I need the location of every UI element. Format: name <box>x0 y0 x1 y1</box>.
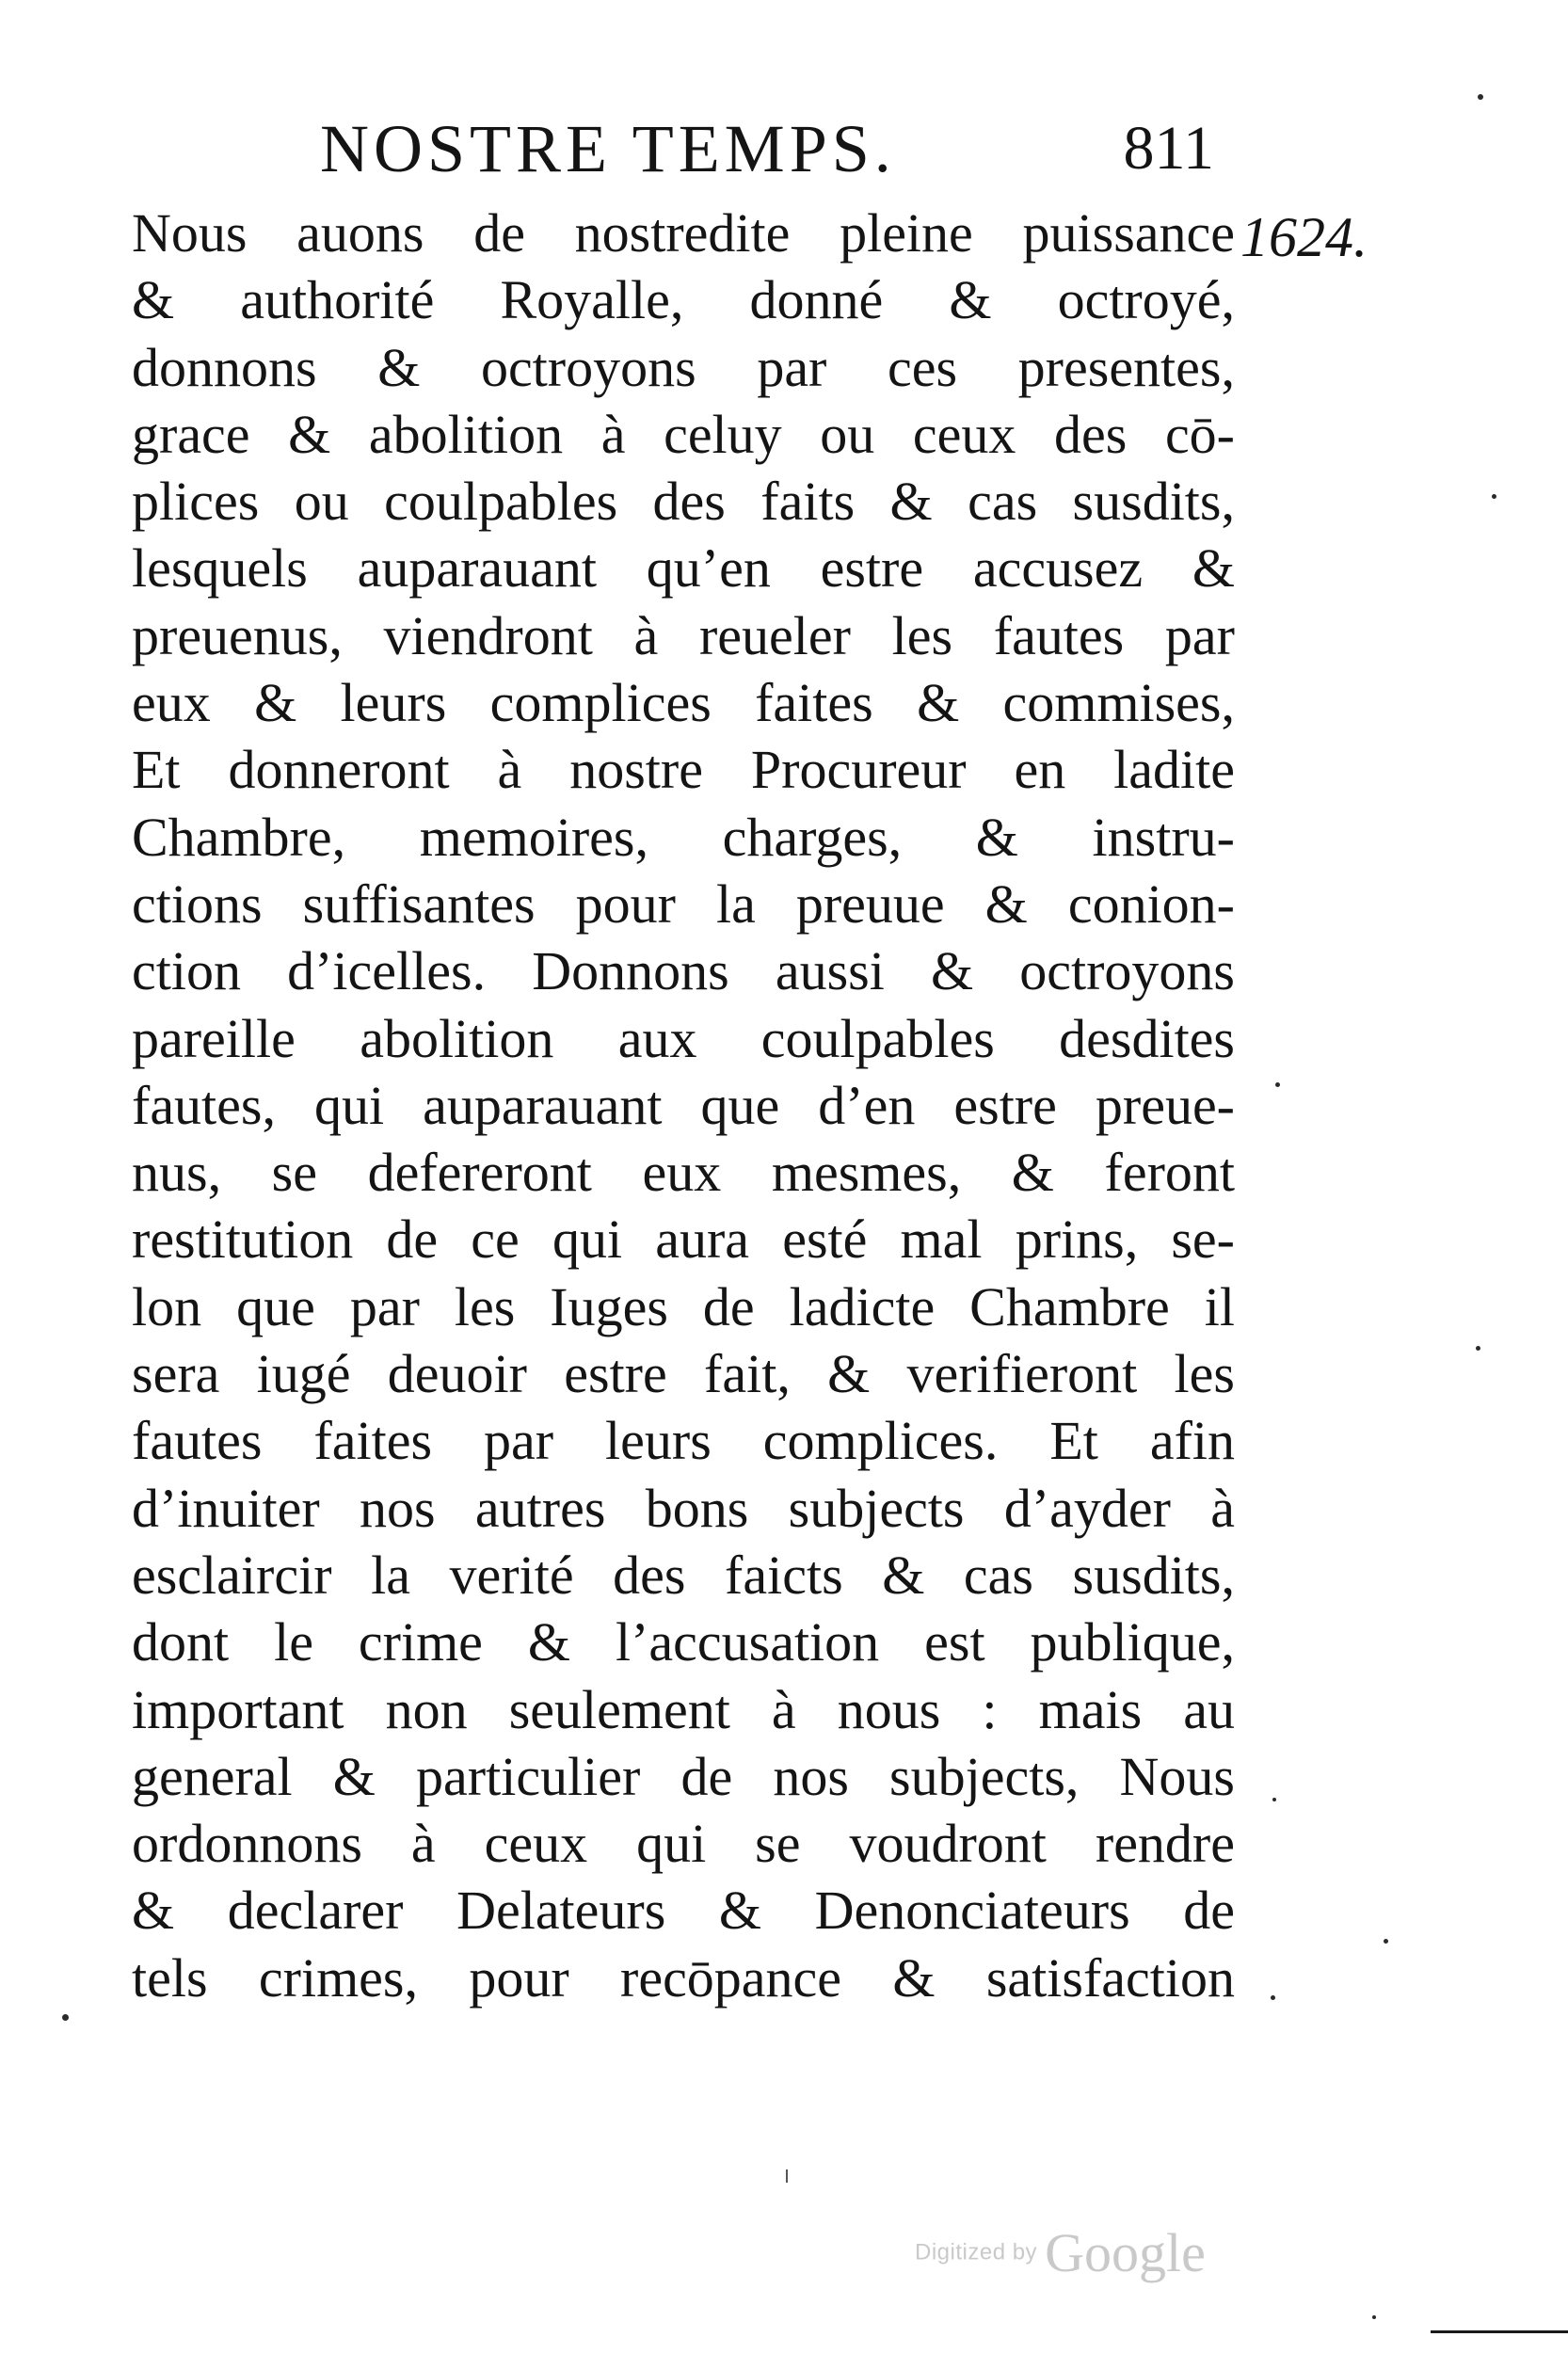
scan-speck <box>1384 1939 1388 1944</box>
text-line: restitution de ce qui aura esté mal prins, se- <box>132 1209 1235 1271</box>
scan-speck <box>1275 1082 1280 1087</box>
scan-speck <box>1272 1798 1276 1801</box>
scan-mark <box>786 2169 788 2183</box>
text-line: Chambre, memoires, charges, & instru- <box>132 806 1235 868</box>
text-line: Et donneront à nostre Procureur en ladite <box>132 739 1235 801</box>
digitized-by-google-watermark <box>915 2221 1206 2287</box>
text-line: esclaircir la verité des faicts & cas susdits, <box>132 1544 1235 1606</box>
text-line: donnons & octroyons par ces presentes, <box>132 336 1235 398</box>
text-line: pareille abolition aux coulpables desdites <box>132 1007 1235 1069</box>
margin-year-note: 1624. <box>1240 206 1368 268</box>
page-number: 811 <box>1123 114 1214 183</box>
scan-rule-line <box>1431 2330 1568 2333</box>
text-line: important non seulement à nous : mais au <box>132 1678 1235 1740</box>
running-head <box>311 111 1214 186</box>
text-line: & authorité Royalle, donné & octroyé, <box>132 269 1235 331</box>
text-line: & declarer Delateurs & Denonciateurs de <box>132 1880 1235 1942</box>
text-line: general & particulier de nos subjects, Nous <box>132 1745 1235 1807</box>
scan-speck <box>1476 1346 1480 1351</box>
text-line: ctions suffisantes pour la preuue & conion- <box>132 872 1235 935</box>
text-line: tels crimes, pour recōpance & satisfaction <box>132 1946 1235 2009</box>
text-line: fautes faites par leurs complices. Et afin <box>132 1410 1235 1472</box>
text-line: ordonnons à ceux qui se voudront rendre <box>132 1813 1235 1875</box>
scan-speck <box>1271 1995 1275 2000</box>
text-line: lon que par les Iuges de ladicte Chambre il <box>132 1275 1235 1337</box>
text-line: d’inuiter nos autres bons subjects d’ayder à <box>132 1477 1235 1539</box>
scan-speck <box>1372 2315 1376 2319</box>
text-line: ction d’icelles. Donnons aussi & octroyons <box>132 940 1235 1002</box>
text-line: plices ou coulpables des faits & cas susdits, <box>132 471 1235 533</box>
text-line: sera iugé deuoir estre fait, & verifieront les <box>132 1343 1235 1405</box>
text-line: grace & abolition à celuy ou ceux des cō- <box>132 403 1235 465</box>
watermark-prefix: Digitized by <box>915 2239 1038 2265</box>
google-logo: Google <box>1045 2222 1206 2283</box>
scan-speck <box>1478 94 1483 100</box>
text-line: eux & leurs complices faites & commises, <box>132 672 1235 734</box>
body-text <box>132 200 1235 2011</box>
text-line: preuenus, viendront à reueler les fautes par <box>132 604 1235 666</box>
text-line: dont le crime & l’accusation est publique, <box>132 1611 1235 1673</box>
scan-speck <box>62 2014 69 2021</box>
scan-speck <box>1492 494 1496 499</box>
text-line: nus, se defereront eux mesmes, & feront <box>132 1142 1235 1204</box>
running-title: NOSTRE TEMPS. <box>320 111 896 186</box>
text-line: fautes, qui auparauant que d’en estre preue- <box>132 1074 1235 1136</box>
text-line: lesquels auparauant qu’en estre accusez & <box>132 537 1235 600</box>
text-line: Nous auons de nostredite pleine puissance <box>132 202 1235 264</box>
